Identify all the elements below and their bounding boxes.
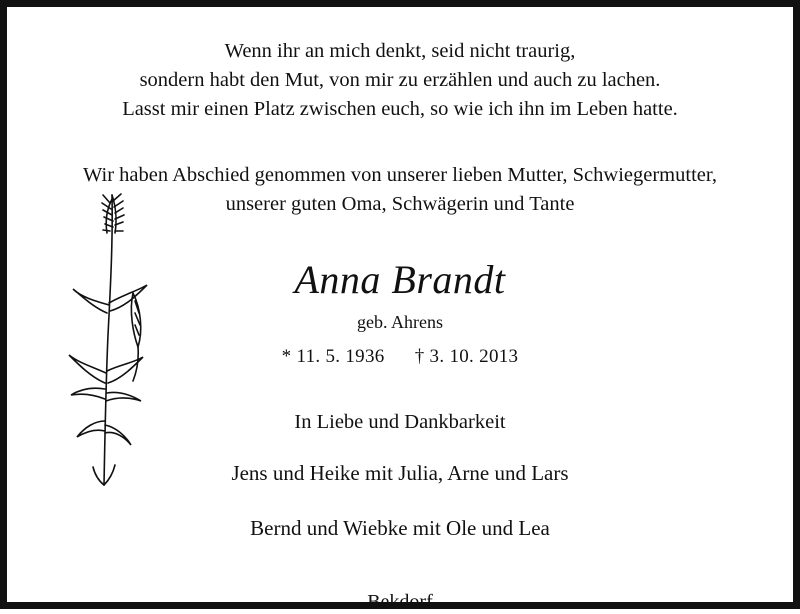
maiden-name: geb. Ahrens [357,311,443,332]
dedication-text: In Liebe und Dankbarkeit [294,410,506,433]
family-line-1: Jens und Heike mit Julia, Arne und Lars [231,460,569,485]
birth-date: * 11. 5. 1936 [281,345,385,367]
place-name: Bekdorf [367,590,433,613]
obituary-card-inner [7,7,793,613]
verse-line-1: Wenn ihr an mich denkt, seid nicht traurig, [224,40,576,62]
deceased-name: Anna Brandt [294,256,506,302]
intro-line-2: unserer guten Oma, Schwägerin und Tante [225,193,575,216]
verse-block [41,37,759,124]
verse-line-3: Lasst mir einen Platz zwischen euch, so wie ich ihn im Leben hatte. [122,98,678,121]
verse-line-2: sondern habt den Mut, von mir zu erzählen und auch zu lachen. [139,69,661,92]
intro-line-1: Wir haben Abschied genommen von unserer lieben Mutter, Schwiegermutter, [83,164,717,187]
family-line-2: Bernd und Wiebke mit Ole und Lea [250,515,550,540]
wheat-stalk-icon [55,185,175,495]
death-date: † 3. 10. 2013 [414,345,519,367]
